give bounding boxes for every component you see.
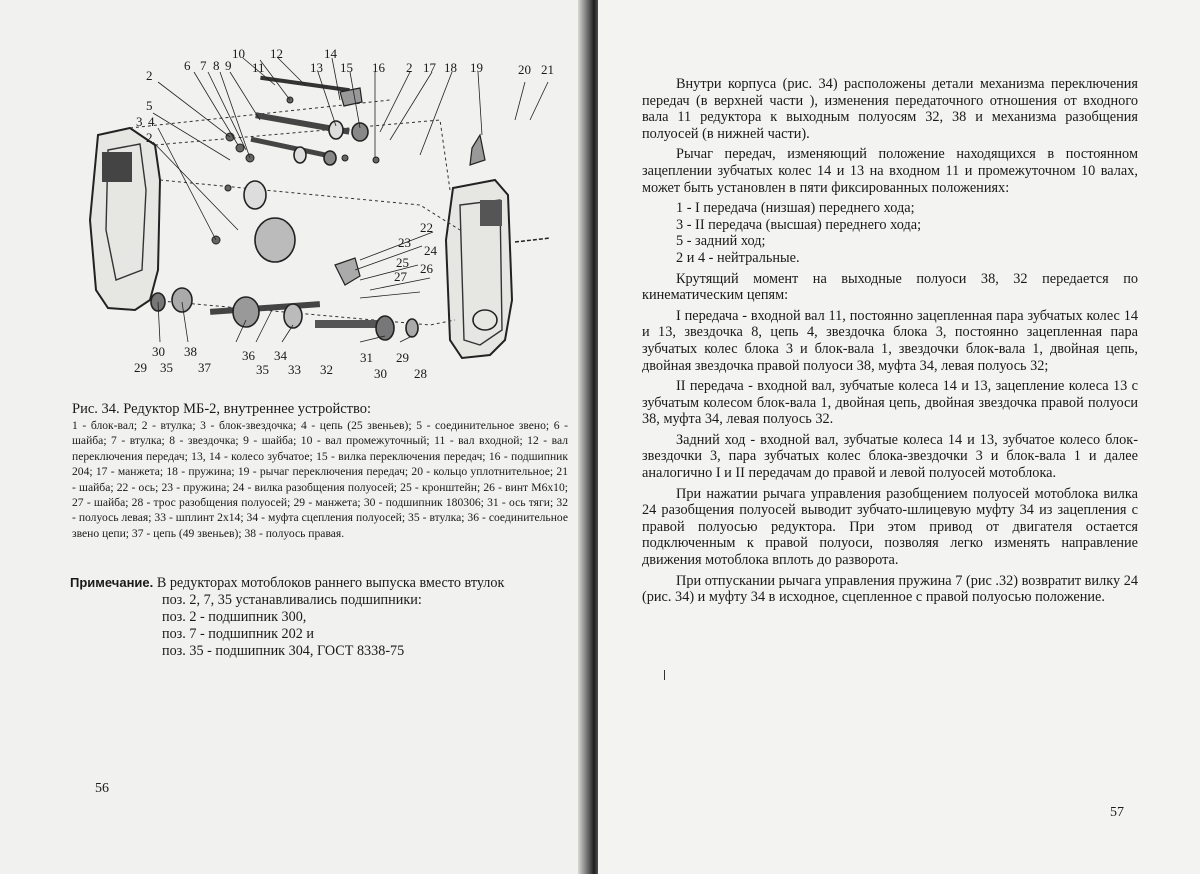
page-number-left: 56 (95, 781, 109, 796)
callout-2c: 2 (146, 130, 153, 145)
gear-position: 1 - I передача (низшая) переднего хода; (676, 200, 915, 217)
callout-22: 22 (420, 220, 433, 235)
callout-6: 6 (184, 58, 191, 73)
callout-32: 32 (320, 362, 333, 377)
callout-3: 3 (136, 114, 143, 129)
callout-23: 23 (398, 235, 411, 250)
paragraph: При нажатии рычага управления разобщением полуосей мотоблока вилка 24 разобщения полуосей выводит зубчато-шлицевую муфту 34 из зацепления с правой полуосью редуктора. При этом привод от двигателя остается подключенным к правой полуоси, позволяя легко изменять направление движения мотоблока вплоть до разворота. (642, 485, 1138, 569)
callout-21: 21 (541, 62, 554, 77)
paragraph: Внутри корпуса (рис. 34) расположены детали механизма переключения передач (в верхней части ), изменения передаточного отношения от входного вала 11 редуктора к выходным полуосям 32, 38 и механизма разобщения полуосей (в нижней части). (642, 76, 1138, 142)
callouts-top (146, 46, 554, 83)
callout-4: 4 (148, 114, 155, 129)
callout-36: 36 (242, 348, 255, 363)
callout-12: 12 (270, 46, 283, 61)
left-half-axle (315, 320, 385, 328)
callout-2b: 2 (406, 60, 413, 75)
gear-position: 5 - задний ход; (676, 233, 766, 250)
callout-10: 10 (232, 46, 245, 61)
left-page (0, 0, 590, 874)
callout-25: 25 (396, 255, 409, 270)
callout-33: 33 (288, 362, 301, 377)
page-number-right: 57 (1110, 805, 1124, 820)
paragraph: I передача - входной вал 11, постоянно зацепленная пара зубчатых колес 14 и 13, звездочка 8, цепь 4, звездочка блока 3, постоянно зацепленная пара зубчатых колес блока 3 и блок-вала 1, звездочки блок-вала 1, двойная цепь, двойная звездочка правой полуоси 38, муфта 34, левая полуось 32; (642, 307, 1138, 374)
callout-26: 26 (420, 261, 433, 276)
callout-19: 19 (470, 60, 483, 75)
callout-28: 28 (414, 366, 427, 381)
callout-7: 7 (200, 58, 207, 73)
right-page (598, 0, 1200, 874)
paragraph: II передача - входной вал, зубчатые колеса 14 и 13, зацепление колеса 13 с зубчатым колесом блок-вала 1, двойная цепь, двойная звездочка правой полуоси 38, муфта 34, левая полуось 32. (642, 378, 1138, 428)
callout-9: 9 (225, 58, 232, 73)
note-label: Примечание. (70, 575, 154, 590)
callout-37: 37 (198, 360, 211, 375)
gear-position: 2 и 4 - нейтральные. (676, 249, 800, 266)
callout-31: 31 (360, 350, 373, 365)
callout-13: 13 (310, 60, 323, 75)
callout-14: 14 (324, 46, 337, 61)
housing-right (446, 180, 512, 358)
callouts-bottom (134, 344, 427, 381)
callout-20: 20 (518, 62, 531, 77)
shift-lever (470, 135, 485, 165)
housing-left-boss (102, 152, 132, 182)
callout-8: 8 (213, 58, 220, 73)
right-half-axle (210, 301, 320, 315)
callout-35b: 35 (256, 362, 269, 377)
note-block (70, 574, 575, 660)
stray-mark (664, 670, 665, 680)
callout-17: 17 (423, 60, 436, 75)
callout-24: 24 (424, 243, 437, 258)
gearbox-exploded-diagram (60, 40, 570, 385)
callout-5: 5 (146, 98, 153, 113)
paragraph: Рычаг передач, изменяющий положение находящихся в постоянном зацеплении зубчатых колес 14 и 13 на входном 11 и промежуточном 10 валах, может быть установлен в пяти фиксированных положениях: (642, 146, 1138, 196)
note-line: поз. 7 - подшипник 202 и (162, 626, 314, 642)
callout-18: 18 (444, 60, 457, 75)
callout-35: 35 (160, 360, 173, 375)
note-line: поз. 2, 7, 35 устанавливались подшипники: (162, 592, 422, 608)
paragraph: Крутящий момент на выходные полуоси 38, 32 передается по кинематическим цепям: (642, 270, 1138, 304)
callout-15: 15 (340, 60, 353, 75)
callout-2: 2 (146, 68, 153, 83)
note-first-text: В редукторах мотоблоков раннего выпуска вместо втулок (156, 575, 505, 591)
callout-29b: 29 (396, 350, 409, 365)
disengage-cable (515, 238, 550, 242)
body-text (642, 76, 1138, 610)
paragraph: При отпускании рычага управления пружина 7 (рис .32) возвратит вилку 24 (рис. 34) и муфту 34 в исходное, сцепленное с правой полуосью положение. (642, 572, 1138, 606)
housing-right-boss (480, 200, 502, 226)
gear-position: 3 - II передача (высшая) переднего хода; (676, 216, 922, 233)
paragraph: Задний ход - входной вал, зубчатые колеса 14 и 13, зубчатое колесо блок-звездочки 3, пара зубчатых колес блока-звездочки 3 и блок-вала 1 и далее аналогично I и II передачам до правой и левой полуосей мотоблока. (642, 431, 1138, 482)
callout-30b: 30 (374, 366, 387, 381)
figure-caption: Рис. 34. Редуктор МБ-2, внутреннее устройство: (72, 401, 372, 417)
callout-29: 29 (134, 360, 147, 375)
callout-11: 11 (252, 60, 265, 75)
callout-30: 30 (152, 344, 165, 359)
callouts-mid (394, 220, 438, 284)
callout-34: 34 (274, 348, 287, 363)
callout-38: 38 (184, 344, 197, 359)
callout-27: 27 (394, 269, 407, 284)
note-first-line (70, 574, 575, 592)
figure-legend: 1 - блок-вал; 2 - втулка; 3 - блок-звездочка; 4 - цепь (25 звеньев); 5 - соединительное звено; 6 - шайба; 7 - втулка; 8 - звездочка; 9 - шайба; 10 - вал промежуточный; 11 - вал входной; 12 - вал переключения передач; 13, 14 - колесо зубчатое; 15 - вилка переключения передач; 16 - подшипник 204; 17 - манжета; 18 - пружина; 19 - рычаг переключения передач; 20 - кольцо уплотнительное; 21 - шайба; 22 - ось; 23 - пружина; 24 - вилка разобщения полуосей; 25 - кронштейн; 26 - винт М6х10; 27 - шайба; 28 - трос разобщения полуосей; 29 - манжета; 30 - подшипник 180306; 31 - ось тяги; 32 - полуось левая; 33 - шплинт 2х14; 34 - муфта сцепления полуосей; 35 - втулка; 36 - соединительное звено цепи; 37 - цепь (49 звеньев); 38 - полуось правая. (72, 419, 568, 540)
callout-16: 16 (372, 60, 385, 75)
note-line: поз. 2 - подшипник 300, (162, 609, 307, 625)
intermediate-shaft (250, 137, 329, 159)
disengage-fork (335, 258, 360, 285)
note-line: поз. 35 - подшипник 304, ГОСТ 8338-75 (162, 643, 405, 659)
